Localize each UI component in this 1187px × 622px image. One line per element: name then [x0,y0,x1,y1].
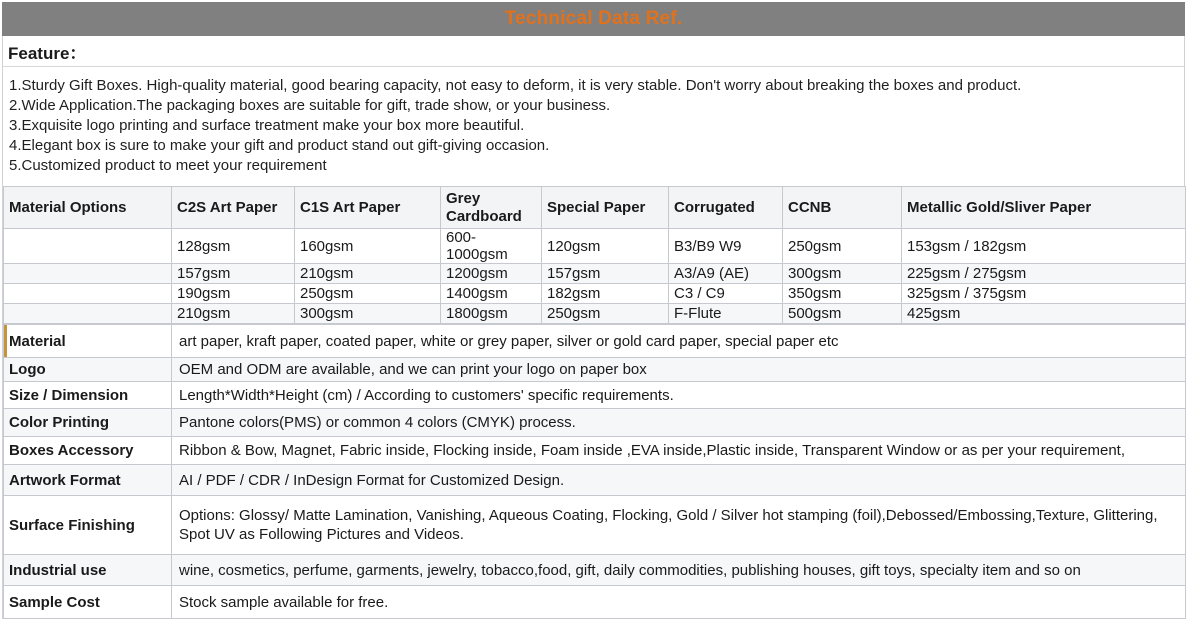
attribute-value: wine, cosmetics, perfume, garments, jewelry, tobacco,food, gift, daily commodities, publishing houses, gift toys, specialty item and so on [172,555,1186,586]
table-header-row [4,187,1186,229]
material-options-table [3,186,1186,324]
feature-section-heading: Feature： [3,36,1184,67]
table-cell: 250gsm [542,304,669,324]
table-cell: 1200gsm [441,264,542,284]
attribute-label: Artwork Format [4,465,172,496]
table-cell: 190gsm [172,284,295,304]
table-cell: A3/A9 (AE) [669,264,783,284]
table-cell: 1400gsm [441,284,542,304]
table-cell: 210gsm [172,304,295,324]
attribute-row-size-dimension [4,382,1186,409]
attribute-label: Material [4,325,172,358]
table-cell [4,229,172,264]
attribute-label: Size / Dimension [4,382,172,409]
column-header-metallic-paper: Metallic Gold/Sliver Paper [902,187,1186,229]
attribute-label: Surface Finishing [4,496,172,555]
table-row [4,284,1186,304]
table-cell: 350gsm [783,284,902,304]
attributes-table [3,324,1186,619]
table-cell: 225gsm / 275gsm [902,264,1186,284]
page-title: Technical Data Ref. [504,8,683,29]
attribute-row-surface-finishing [4,496,1186,555]
column-header-material-options: Material Options [4,187,172,229]
table-cell: 600-1000gsm [441,229,542,264]
attribute-label: Logo [4,358,172,382]
table-cell [4,304,172,324]
title-bar [2,2,1185,36]
column-header-special-paper: Special Paper [542,187,669,229]
table-cell: 300gsm [783,264,902,284]
table-cell: 153gsm / 182gsm [902,229,1186,264]
attribute-value: AI / PDF / CDR / InDesign Format for Customized Design. [172,465,1186,496]
table-row [4,229,1186,264]
table-cell: 425gsm [902,304,1186,324]
table-cell [4,264,172,284]
attribute-value: Ribbon & Bow, Magnet, Fabric inside, Flocking inside, Foam inside ,EVA inside,Plastic inside, Transparent Window or as per your requirement, [172,437,1186,465]
feature-item: 1.Sturdy Gift Boxes. High-quality material, good bearing capacity, not easy to deform, it is very stable. Don't worry about breaking the boxes and product. [9,77,1022,94]
table-cell: 300gsm [295,304,441,324]
table-cell: 325gsm / 375gsm [902,284,1186,304]
column-header-c1s-art-paper: C1S Art Paper [295,187,441,229]
table-cell [4,284,172,304]
table-cell: 160gsm [295,229,441,264]
content-panel [2,36,1185,619]
attribute-row-logo [4,358,1186,382]
table-cell: 157gsm [172,264,295,284]
attribute-row-boxes-accessory [4,437,1186,465]
table-cell: 210gsm [295,264,441,284]
column-header-c2s-art-paper: C2S Art Paper [172,187,295,229]
attribute-row-sample-cost [4,586,1186,619]
table-cell: 250gsm [295,284,441,304]
table-row [4,264,1186,284]
attribute-value: Pantone colors(PMS) or common 4 colors (CMYK) process. [172,409,1186,437]
table-cell: 120gsm [542,229,669,264]
attribute-label: Sample Cost [4,586,172,619]
attribute-row-material [4,325,1186,358]
feature-item: 5.Customized product to meet your requirement [9,157,327,174]
table-cell: 500gsm [783,304,902,324]
table-cell: 182gsm [542,284,669,304]
table-cell: F-Flute [669,304,783,324]
feature-item: 3.Exquisite logo printing and surface treatment make your box more beautiful. [9,117,525,134]
attribute-label: Boxes Accessory [4,437,172,465]
table-cell: 250gsm [783,229,902,264]
table-row [4,304,1186,324]
feature-item: 2.Wide Application.The packaging boxes are suitable for gift, trade show, or your business. [9,97,611,114]
table-cell: 157gsm [542,264,669,284]
table-cell: 128gsm [172,229,295,264]
column-header-corrugated: Corrugated [669,187,783,229]
table-cell: C3 / C9 [669,284,783,304]
attribute-label: Color Printing [4,409,172,437]
technical-data-page [0,2,1187,622]
attribute-value: Length*Width*Height (cm) / According to customers' specific requirements. [172,382,1186,409]
table-cell: B3/B9 W9 [669,229,783,264]
attribute-value: Options: Glossy/ Matte Lamination, Vanishing, Aqueous Coating, Flocking, Gold / Silver hot stamping (foil),Debossed/Embossing,Texture, Glittering, Spot UV as Following Pictures and Videos. [172,496,1186,555]
column-header-grey-cardboard: Grey Cardboard [441,187,542,229]
column-header-ccnb: CCNB [783,187,902,229]
table-cell: 1800gsm [441,304,542,324]
feature-item: 4.Elegant box is sure to make your gift and product stand out gift-giving occasion. [9,137,550,154]
attribute-label: Industrial use [4,555,172,586]
attribute-value: OEM and ODM are available, and we can print your logo on paper box [172,358,1186,382]
attribute-row-artwork-format [4,465,1186,496]
attribute-row-industrial-use [4,555,1186,586]
attribute-row-color-printing [4,409,1186,437]
attribute-value: Stock sample available for free. [172,586,1186,619]
feature-list [3,67,1184,186]
attribute-value: art paper, kraft paper, coated paper, white or grey paper, silver or gold card paper, special paper etc [172,325,1186,358]
